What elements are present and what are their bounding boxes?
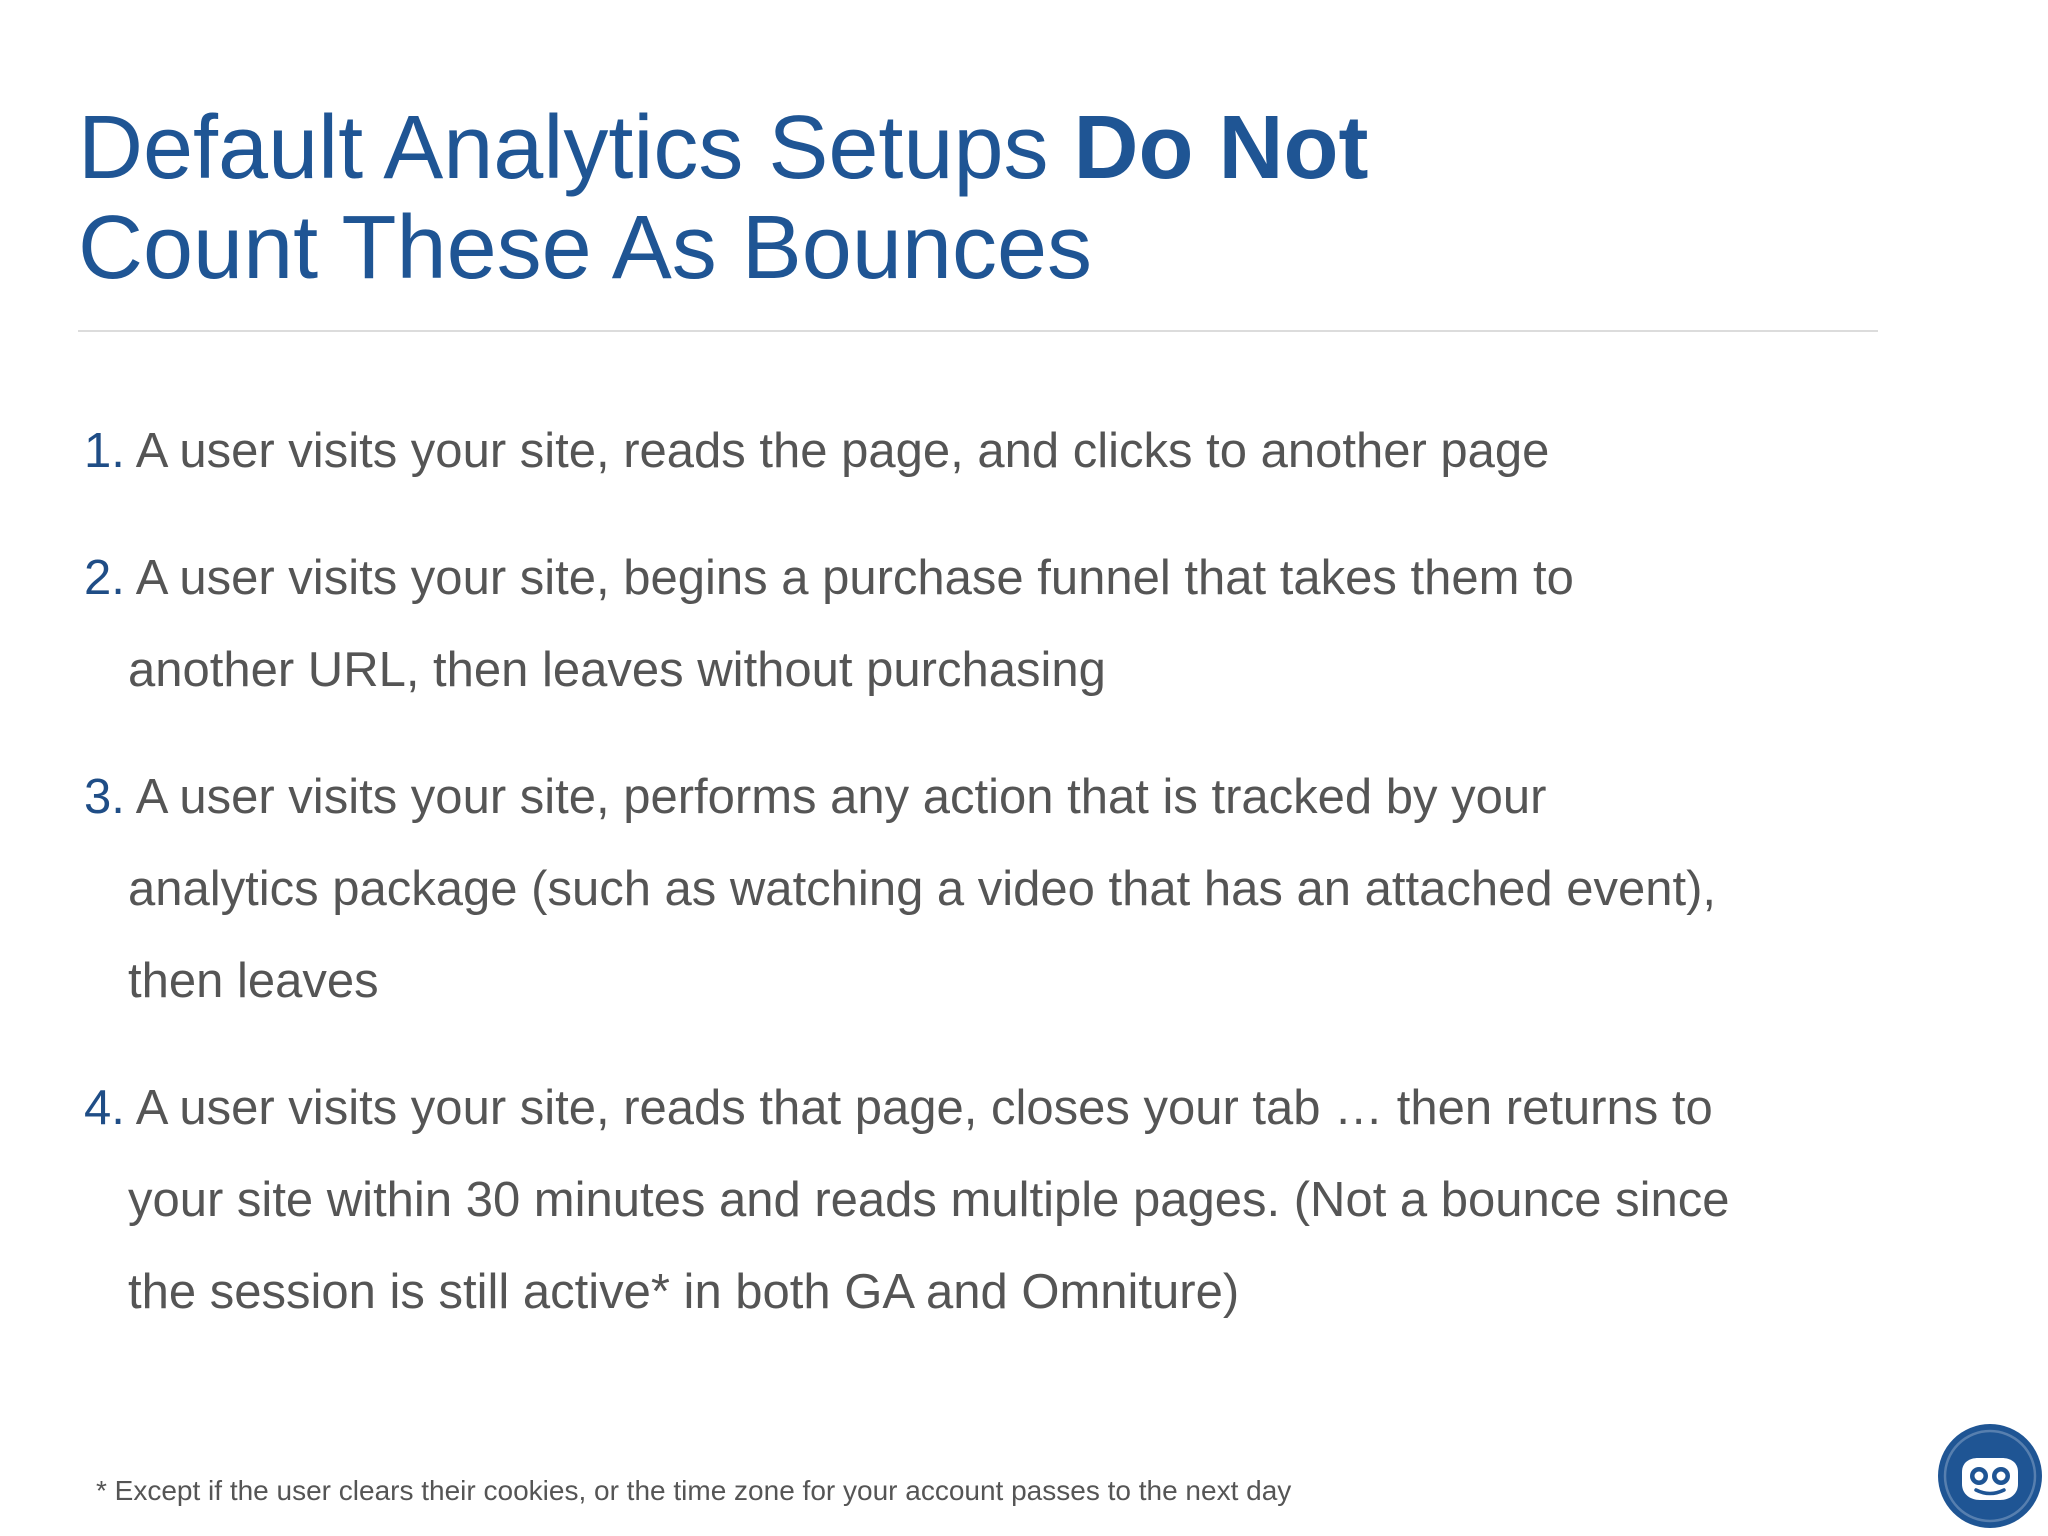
mascot-face-icon [1938,1424,2042,1528]
list-item-text: A user visits your site, reads that page, closes your tab … then returns to [124,1081,1713,1135]
footnote: * Except if the user clears their cookies, or the time zone for your account passes to the next day [96,1475,1292,1506]
list-item-continuation: another URL, then leaves without purchasing [128,643,1106,697]
list-item-continuation: analytics package (such as watching a video that has an attached event), [128,862,1717,916]
list-item-text: A user visits your site, performs any action that is tracked by your [124,770,1547,824]
list-item-continuation: the session is still active* in both GA and Omniture) [128,1265,1240,1319]
list-item-1 [84,405,1884,497]
list-item-3 [84,751,1884,1027]
title-line-1 [78,98,1878,198]
list-item-text: A user visits your site, begins a purchase funnel that takes them to [124,551,1574,605]
list-item-number: 3. [84,770,125,824]
list-item-line [84,751,1884,843]
slide-title [78,98,1878,298]
list-item-line [84,1062,1884,1154]
title-line-1-regular: Default Analytics Setups [78,98,1074,198]
title-divider [78,330,1878,332]
bounce-exceptions-list [84,405,1884,1373]
list-item-text: A user visits your site, reads the page, and clicks to another page [124,424,1550,478]
list-item-number: 1. [84,424,125,478]
list-item-2 [84,532,1884,716]
list-item-number: 2. [84,551,125,605]
list-item-4 [84,1062,1884,1338]
list-item-number: 4. [84,1081,125,1135]
list-item-continuation: then leaves [128,954,379,1008]
title-line-1-bold: Do Not [1073,98,1369,198]
list-item-line [84,405,1884,497]
title-line-2: Count These As Bounces [78,198,1092,298]
list-item-continuation: your site within 30 minutes and reads multiple pages. (Not a bounce since [128,1173,1730,1227]
list-item-line [84,532,1884,624]
